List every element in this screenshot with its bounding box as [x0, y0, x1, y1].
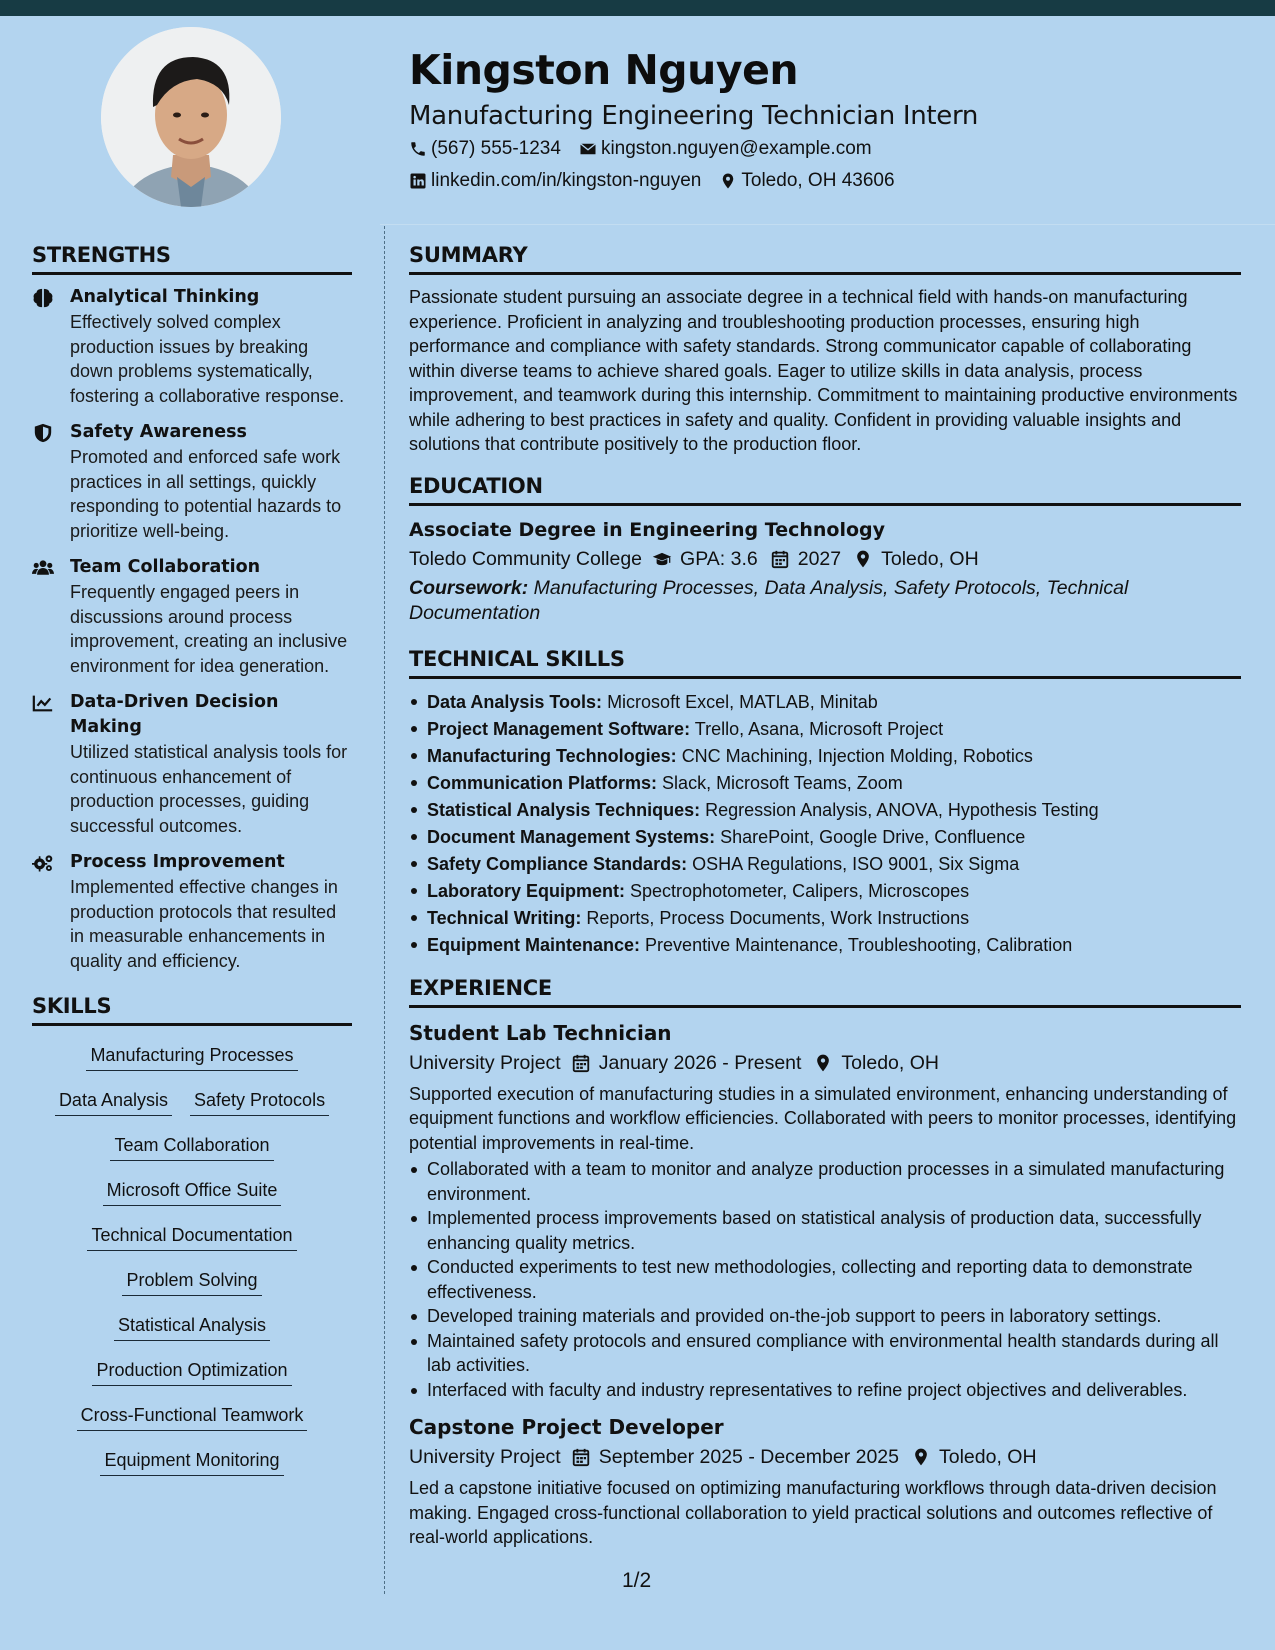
skill-tag: Problem Solving [122, 1267, 261, 1296]
contact-row-1 [409, 134, 1239, 164]
gears-icon [32, 853, 54, 873]
map-marker-icon [911, 1447, 931, 1467]
degree-title: Associate Degree in Engineering Technology [409, 518, 886, 541]
coursework [409, 576, 1241, 626]
job-title: Capstone Project Developer [409, 1415, 724, 1439]
strength-item [32, 555, 352, 678]
linkedin-icon [409, 172, 427, 190]
strength-desc: Utilized statistical analysis tools for continuous enhancement of production processes, guiding successful outcomes. [70, 742, 348, 836]
skills-list [32, 1036, 352, 1486]
skill-tag: Team Collaboration [110, 1132, 273, 1161]
experience-heading: EXPERIENCE [409, 973, 1241, 1008]
gpa: GPA: 3.6 [680, 547, 758, 570]
envelope-icon [579, 140, 597, 158]
strength-item [32, 690, 352, 838]
list-item: Manufacturing Technologies: CNC Machining, Injection Molding, Robotics [409, 743, 1241, 770]
list-item: Document Management Systems: SharePoint, Google Drive, Confluence [409, 824, 1241, 851]
contact-location [719, 170, 894, 192]
strengths-heading: STRENGTHS [32, 240, 352, 275]
coursework-list: Manufacturing Processes, Data Analysis, Safety Protocols, Technical Documentation [409, 576, 1129, 624]
strength-item [32, 420, 352, 543]
strength-title: Analytical Thinking [70, 287, 260, 307]
job-org: University Project [409, 1051, 561, 1074]
map-marker-icon [853, 549, 873, 569]
shield-icon [32, 423, 54, 443]
contact-linkedin[interactable] [409, 170, 701, 192]
contact-row-2 [409, 166, 1239, 196]
job-location: Toledo, OH [841, 1051, 939, 1074]
sidebar [32, 240, 352, 1486]
calendar-icon [571, 1447, 591, 1467]
list-item: Equipment Maintenance: Preventive Maintenance, Troubleshooting, Calibration [409, 932, 1241, 959]
skill-tag: Equipment Monitoring [100, 1447, 283, 1476]
skill-tag: Cross-Functional Teamwork [77, 1402, 308, 1431]
job-bullets [409, 1157, 1241, 1402]
graduation-cap-icon [652, 549, 672, 569]
technical-skills-list [409, 689, 1241, 959]
skill-tag: Statistical Analysis [114, 1312, 270, 1341]
header-divider [380, 224, 1275, 225]
list-item: Technical Writing: Reports, Process Documents, Work Instructions [409, 905, 1241, 932]
list-item: Conducted experiments to test new methodologies, collecting and reporting data to demonstrate effectiveness. [409, 1255, 1241, 1304]
summary-heading: SUMMARY [409, 240, 1241, 275]
list-item: Laboratory Equipment: Spectrophotometer, Calipers, Microscopes [409, 878, 1241, 905]
school-location: Toledo, OH [881, 547, 979, 570]
phone-icon [409, 140, 427, 158]
strength-desc: Promoted and enforced safe work practices in all settings, quickly responding to potential hazards to prioritize well-being. [70, 447, 342, 541]
users-icon [32, 558, 54, 578]
job-location: Toledo, OH [938, 1446, 1037, 1468]
page-number: 1/2 [622, 1569, 652, 1592]
skill-tag: Technical Documentation [87, 1222, 296, 1251]
strength-desc: Effectively solved complex production issues by breaking down problems systematically, fostering a collaborative response. [70, 312, 345, 406]
phone-text: (567) 555-1234 [431, 138, 561, 159]
header [409, 40, 1239, 196]
education-meta [409, 544, 1241, 574]
list-item: Safety Compliance Standards: OSHA Regulations, ISO 9001, Six Sigma [409, 851, 1241, 878]
brain-icon [32, 288, 54, 308]
list-item: Implemented process improvements based on statistical analysis of production data, successfully enhancing quality metrics. [409, 1206, 1241, 1255]
job-description: Supported execution of manufacturing studies in a simulated environment, enhancing understanding of equipment functions and workflow efficiencies. Collaborated with peers to monitor processes, identifying potential improvements in real-time. [409, 1083, 1237, 1153]
list-item: Maintained safety protocols and ensured compliance with environmental health standards during all lab activities. [409, 1329, 1241, 1378]
list-item: Data Analysis Tools: Microsoft Excel, MATLAB, Minitab [409, 689, 1241, 716]
strength-title: Data-Driven Decision Making [70, 692, 279, 737]
list-item: Statistical Analysis Techniques: Regression Analysis, ANOVA, Hypothesis Testing [409, 797, 1241, 824]
map-marker-icon [719, 172, 737, 190]
skill-tag: Manufacturing Processes [86, 1042, 297, 1071]
strength-title: Safety Awareness [70, 422, 247, 442]
graduation-year: 2027 [797, 547, 842, 570]
technical-skills-heading: TECHNICAL SKILLS [409, 644, 1241, 679]
coursework-label: Coursework: [409, 576, 529, 599]
list-item: Communication Platforms: Slack, Microsoft Teams, Zoom [409, 770, 1241, 797]
linkedin-text: linkedin.com/in/kingston-nguyen [431, 170, 702, 191]
strength-title: Process Improvement [70, 852, 285, 872]
job-description: Led a capstone initiative focused on optimizing manufacturing workflows through data-driven decision making. Engaged cross-functional collaboration to yield practical solutions and outcomes reflective of real-world applications. [409, 1478, 1217, 1547]
calendar-icon [571, 1053, 591, 1073]
school-name: Toledo Community College [409, 547, 643, 570]
candidate-title: Manufacturing Engineering Technician Intern [409, 101, 979, 131]
skills-heading: SKILLS [32, 991, 352, 1026]
skill-tag: Safety Protocols [190, 1087, 329, 1116]
skill-tag: Microsoft Office Suite [103, 1177, 282, 1206]
strength-desc: Frequently engaged peers in discussions around process improvement, creating an inclusive environment for idea generation. [70, 582, 348, 676]
strength-desc: Implemented effective changes in production protocols that resulted in measurable enhancements in quality and efficiency. [70, 877, 338, 971]
summary-text: Passionate student pursuing an associate degree in a technical field with hands-on manufacturing experience. Proficient in analyzing and troubleshooting production processes, ensuring high performance and compliance with safety standards. Strong communicator capable of collaborating within diverse teams to achieve shared goals. Eager to utilize skills in data analysis, process improvement, and teamwork during this internship. Commitment to maintaining productive environments while adhering to best practices in safety and quality. Confident in providing valuable insights and solutions that contribute positively to the production floor. [409, 287, 1238, 454]
job-title: Student Lab Technician [409, 1020, 672, 1045]
list-item: Interfaced with faculty and industry representatives to refine project objectives and deliverables. [409, 1378, 1241, 1403]
location-text: Toledo, OH 43606 [741, 170, 895, 191]
job-entry [409, 1018, 1241, 1403]
profile-photo [101, 27, 281, 207]
column-divider [384, 226, 385, 1594]
job-org: University Project [409, 1446, 561, 1468]
strength-title: Team Collaboration [70, 557, 261, 577]
list-item: Project Management Software: Trello, Asana, Microsoft Project [409, 716, 1241, 743]
job-dates: January 2026 - Present [598, 1051, 802, 1074]
strength-item [32, 285, 352, 408]
skill-tag: Data Analysis [55, 1087, 172, 1116]
calendar-icon [770, 549, 790, 569]
job-meta [409, 1048, 1241, 1078]
education-heading: EDUCATION [409, 471, 1241, 506]
strength-item [32, 850, 352, 973]
email-text: kingston.nguyen@example.com [600, 138, 872, 159]
list-item: Developed training materials and provided on-the-job support to peers in laboratory settings. [409, 1304, 1241, 1329]
contact-phone[interactable] [409, 138, 561, 160]
main-content [409, 240, 1241, 1550]
contact-email[interactable] [579, 138, 872, 160]
chart-line-icon [32, 693, 54, 713]
top-accent-bar [0, 0, 1275, 16]
map-marker-icon [813, 1053, 833, 1073]
job-dates: September 2025 - December 2025 [598, 1446, 899, 1468]
job-entry [409, 1412, 1241, 1550]
candidate-name: Kingston Nguyen [409, 46, 799, 94]
skill-tag: Production Optimization [92, 1357, 291, 1386]
job-meta [409, 1442, 1241, 1472]
list-item: Collaborated with a team to monitor and analyze production processes in a simulated manufacturing environment. [409, 1157, 1241, 1206]
